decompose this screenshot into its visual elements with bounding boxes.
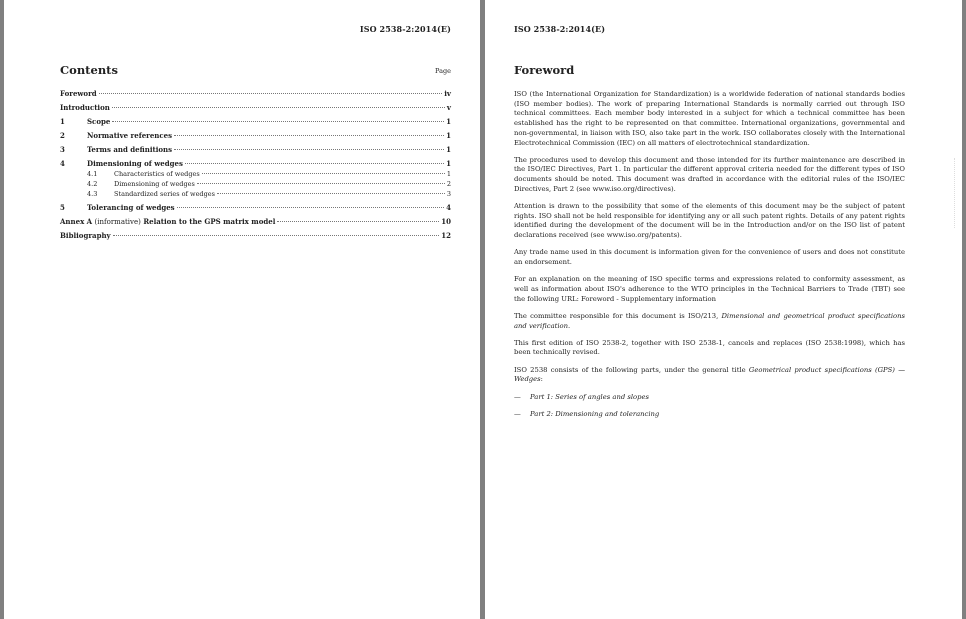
toc-entry-number: 1 [60,117,65,126]
toc-entry-standardized-series[interactable] [60,189,451,199]
margin-mark [954,158,956,228]
toc-entry-title: Standardized series of wedges [114,190,215,198]
toc-entry-title: Foreword [60,89,97,98]
document-id-header: ISO 2538-2:2014(E) [514,24,606,34]
toc-leader [113,235,440,236]
toc-entry-title: Relation to the GPS matrix model [143,217,276,226]
toc-entry-annex-a[interactable] [60,217,451,227]
part-title: Part 2: Dimensioning and tolerancing [530,409,660,418]
toc-leader [177,207,445,208]
toc-annex-type: (informative) [94,218,141,226]
list-dash: — [514,409,521,418]
committee-name: Dimensional and geometrical product specifications and verification. [514,311,905,330]
parts-prefix: ISO 2538 consists of the following parts, under the general title [514,365,749,374]
toc-leader [112,107,445,108]
contents-page [4,0,480,619]
toc-entry-page: 4 [446,203,451,212]
toc-entry-page: iv [444,89,451,98]
toc-entry-characteristics[interactable] [60,169,451,179]
toc-leader [217,193,445,194]
foreword-paragraph: Any trade name used in this document is information given for the convenience of users and does not constitute an endorsement. [514,248,905,267]
toc-entry-page: 1 [446,159,451,168]
toc-entry-page: 3 [446,190,451,198]
part-title: Part 1: Series of angles and slopes [530,392,649,401]
toc-entry-title: Dimensioning of wedges [114,180,195,188]
toc-entry-tolerancing[interactable] [60,203,451,213]
toc-leader [277,221,439,222]
toc-entry-page: 1 [446,145,451,154]
toc-entry-introduction[interactable] [60,103,451,113]
toc-entry-page: 1 [446,117,451,126]
toc-leader [185,163,444,164]
contents-title: Contents [60,63,118,77]
toc-entry-title: Dimensioning of wedges [87,159,183,168]
toc-entry-page: 12 [441,231,451,240]
list-item [514,410,905,420]
toc-entry-page: 1 [446,131,451,140]
foreword-paragraph: For an explanation on the meaning of ISO specific terms and expressions related to conformity assessment, as well as information about ISO's adherence to the WTO principles in the Technical Barriers to Trade (TBT) see the following URL: Foreword - Supplementary information [514,275,905,303]
toc-entry-terms-definitions[interactable] [60,145,451,155]
toc-entry-title: Tolerancing of wedges [87,203,175,212]
toc-entry-number: 3 [60,145,65,154]
parts-general-title: Geometrical product specifications (GPS) — Wedges [514,365,905,384]
edition-paragraph: This first edition of ISO 2538-2, together with ISO 2538-1, cancels and replaces (ISO 2538:1998), which has been technically revised. [514,338,905,357]
toc-entry-page: 1 [446,170,451,178]
list-dash: — [514,392,521,401]
toc-entry-number: 2 [60,131,65,140]
parts-suffix: : [540,375,543,384]
toc-entry-dimensioning[interactable] [60,159,451,169]
toc-entry-number: 4.3 [87,190,98,198]
parts-paragraph [514,366,905,385]
toc-entry-title: Characteristics of wedges [114,170,200,178]
toc-leader [202,173,445,174]
toc-entry-number: 4.1 [87,170,98,178]
toc-entry-scope[interactable] [60,117,451,127]
committee-paragraph [514,312,905,331]
list-item [514,393,905,403]
toc-entry-dimensioning-sub[interactable] [60,179,451,189]
toc-entry-bibliography[interactable] [60,231,451,241]
page-column-label: Page [435,67,451,75]
toc-leader [174,149,444,150]
toc-entry-page: 10 [441,217,451,226]
toc-leader [112,121,444,122]
foreword-paragraph: The procedures used to develop this document and those intended for its further maintenance are described in the ISO/IEC Directives, Part 1. In particular the different approval criteria needed for the different types of ISO documents should be noted. This document was drafted in accordance with the editorial rules of the ISO/IEC Directives, Part 2 (see www.iso.org/directives). [514,155,905,193]
toc-annex-label: Annex A [60,217,93,226]
toc-entry-page: 2 [446,180,451,188]
foreword-paragraph: ISO (the International Organization for Standardization) is a worldwide federation of national standards bodies (ISO member bodies). The work of preparing International Standards is normally carried out through ISO technical committees. Each member body interested in a subject for which a technical committee has been established has the right to be represented on that committee. International organizations, governmental and non-governmental, in liaison with ISO, also take part in the work. ISO collaborates closely with the International Electrotechnical Commission (IEC) on all matters of electrotechnical standardization. [514,90,905,147]
toc-entry-page: v [446,103,451,112]
foreword-title: Foreword [514,63,575,77]
toc-entry-title: Introduction [60,103,110,112]
toc-entry-foreword[interactable] [60,89,451,99]
foreword-body [514,90,905,427]
table-of-contents [60,89,451,241]
toc-entry-title: Bibliography [60,231,111,240]
toc-entry-number: 5 [60,203,65,212]
toc-leader [99,93,443,94]
committee-prefix: The committee responsible for this document is ISO/213, [514,311,722,320]
toc-entry-title: Terms and definitions [87,145,173,154]
foreword-paragraph: Attention is drawn to the possibility that some of the elements of this document may be the subject of patent rights. ISO shall not be held responsible for identifying any or all such patent rights. Details of any patent rights identified during the development of the document will be in the Introduction and/or on the ISO list of patent declarations received (see www.iso.org/patents). [514,202,905,240]
toc-entry-normative-references[interactable] [60,131,451,141]
toc-entry-title: Normative references [87,131,173,140]
toc-entry-title: Scope [87,117,111,126]
document-id-header: ISO 2538-2:2014(E) [359,24,451,34]
foreword-page [485,0,962,619]
toc-entry-number: 4 [60,159,65,168]
toc-leader [174,135,444,136]
toc-entry-number: 4.2 [87,180,98,188]
toc-leader [197,183,445,184]
